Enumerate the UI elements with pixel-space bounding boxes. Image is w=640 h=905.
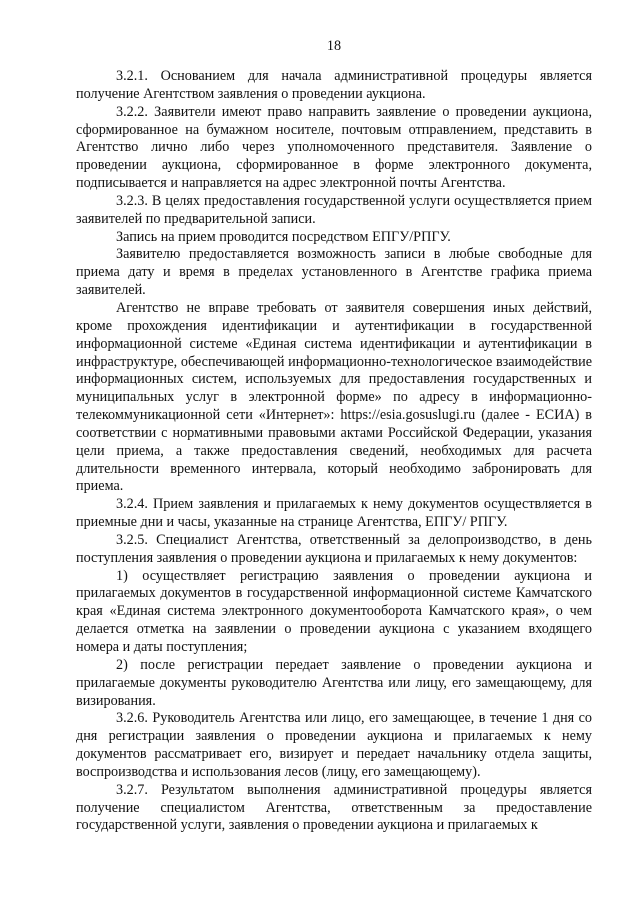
paragraph-item-2: 2) после регистрации передает заявление о проведении аукциона и прилагаемые документы руководителю Агентства или лицу, его замещающему, для визирования. [76, 656, 592, 709]
paragraph-item-1: 1) осуществляет регистрацию заявления о проведении аукциона и прилагаемых документов в государственной информационной системе Камчатского края «Единая система электронного документооборота Камчатского края», о чем делается отметка на заявлении о проведении аукциона с указанием входящего номера и даты поступления; [76, 567, 592, 655]
paragraph-3-2-1: 3.2.1. Основанием для начала административной процедуры является получение Агентством заявления о проведении аукциона. [76, 68, 592, 102]
paragraph-3-2-2: 3.2.2. Заявители имеют право направить заявление о проведении аукциона, сформированное на бумажном носителе, почтовым отправлением, представить в Агентство лично либо через уполномоченного представителя. Заявление о проведении аукциона, сформированное в форме электронного документа, подписывается и направляется на адрес электронной почты Агентства. [76, 103, 592, 192]
page-number: 18 [326, 38, 342, 54]
paragraph-3-2-4: 3.2.4. Прием заявления и прилагаемых к нему документов осуществляется в приемные дни и часы, указанные на странице Агентства, ЕПГУ/ РПГУ. [76, 496, 592, 531]
paragraph-agency-restrictions: Агентство не вправе требовать от заявителя совершения иных действий, кроме прохождения идентификации и аутентификации в государственной информационной системе «Единая система идентификации и аутентификации в инфраструктуре, обеспечивающей информационно-технологическое взаимодействие информационных систем, используемых для предоставления государственных и муниципальных услуг в электронной форме» по адресу в информационно-телекоммуникационной сети «Интернет»: https://esia.gosuslugi.ru (далее - ЕСИА) в соответствии с нормативными правовыми актами Российской Федерации, указания цели приема, а также предоставления сведений, необходимых для расчета длительности временного интервала, который необходимо забронировать для приема. [76, 299, 592, 495]
paragraph-3-2-3: 3.2.3. В целях предоставления государственной услуги осуществляется прием заявителей по предварительной записи. [76, 192, 592, 227]
paragraph-appointment-slots: Заявителю предоставляется возможность записи в любые свободные для приема дату и время в пределах установленного в Агентстве графика приема заявителей. [76, 246, 592, 299]
paragraph-3-2-5: 3.2.5. Специалист Агентства, ответственный за делопроизводство, в день поступления заявления о проведении аукциона и прилагаемых к нему документов: [76, 531, 592, 566]
paragraph-3-2-7: 3.2.7. Результатом выполнения административной процедуры является получение специалистом Агентства, ответственным за предоставление государственной услуги, заявления о проведении аукциона и прилагаемых к [76, 781, 592, 834]
paragraph-appointment-channel: Запись на прием проводится посредством ЕПГУ/РПГУ. [116, 228, 451, 245]
paragraph-3-2-6: 3.2.6. Руководитель Агентства или лицо, его замещающее, в течение 1 дня со дня регистрации заявления о проведении аукциона и прилагаемых к нему документов рассматривает его, визирует и передает начальнику отдела защиты, воспроизводства и использования лесов (лицу, его замещающему). [76, 710, 592, 780]
